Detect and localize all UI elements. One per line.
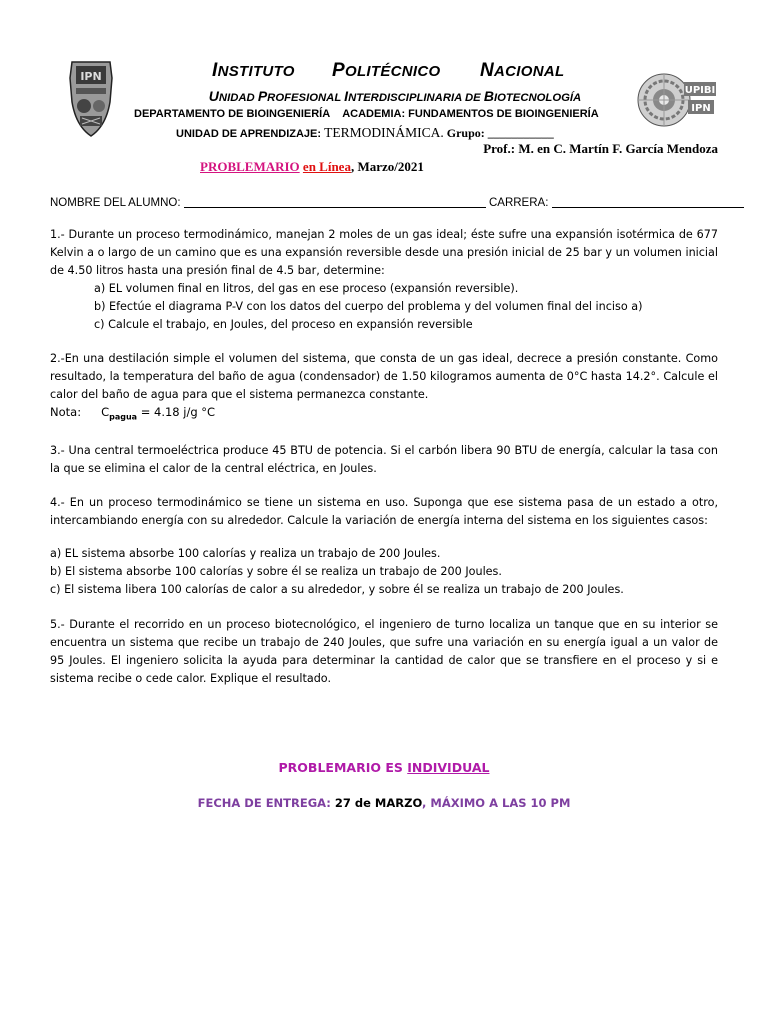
ipn-shield-logo-icon	[66, 58, 116, 140]
problemario-title	[200, 159, 600, 175]
problem-1a: a) EL volumen final en litros, del gas en ese proceso (expansión reversible).	[94, 282, 519, 295]
problem-3: 3.- Una central termoeléctrica produce 45 BTU de potencia. Si el carbón libera 90 BTU de energía, calcular la tasa con la que se elimina el calor de la central eléctrica, en Joules.	[50, 444, 718, 475]
unidad-aprendizaje-line	[176, 125, 616, 141]
entrega-sep: ,	[422, 796, 431, 810]
student-info-line	[50, 196, 720, 209]
upibi-ipn-logo-icon	[636, 70, 716, 130]
problem-1: 1.- Durante un proceso termodinámico, manejan 2 moles de un gas ideal; éste sufre una expansión isotérmica de 677 Kelvin a o largo de un camino que es una expansión reversible desde una presión inicial de 25 bar y un volumen inicial de 4.50 litros hasta una presión final de 4.5 bar, determine:	[50, 228, 718, 277]
carrera-label: CARRERA:	[485, 197, 552, 209]
individual-word: INDIVIDUAL	[407, 760, 490, 775]
entrega-label: FECHA DE ENTREGA:	[197, 796, 335, 810]
inst-word-instituto: INSTITUTO	[212, 60, 295, 81]
individual-notice	[0, 760, 768, 775]
due-date-line	[0, 796, 768, 810]
logo-upibi-text: UPIBI	[684, 85, 716, 96]
ua-value: TERMODINÁMICA.	[324, 125, 444, 140]
entrega-date: 27 de MARZO	[334, 796, 422, 810]
svg-text:IPN: IPN	[80, 70, 102, 83]
en-linea-word: en Línea	[302, 159, 351, 174]
grupo-label: Grupo: ___________	[443, 126, 554, 140]
department-name: DEPARTAMENTO DE BIOINGENIERÍA	[134, 108, 331, 120]
inst-word-nacional: NACIONAL	[480, 60, 565, 81]
inst-word-politecnico: POLITÉCNICO	[332, 60, 441, 81]
carrera-blank	[552, 196, 744, 208]
problemario-date: , Marzo/2021	[350, 159, 424, 174]
problem-1c: c) Calcule el trabajo, en Joules, del proceso en expansión reversible	[94, 318, 473, 331]
nota-sub: pagua	[109, 412, 138, 422]
problem-4b: b) El sistema absorbe 100 calorías y sobre él se realiza un trabajo de 200 Joules.	[50, 565, 502, 578]
nota-c: C	[101, 405, 110, 419]
individual-prefix: PROBLEMARIO ES	[278, 760, 408, 775]
problemario-word: PROBLEMARIO	[200, 159, 300, 174]
nombre-label: NOMBRE DEL ALUMNO:	[50, 197, 184, 209]
nombre-blank	[184, 196, 486, 208]
institute-title	[200, 60, 580, 86]
nota-value: = 4.18 j/g °C	[137, 405, 216, 419]
logo-ipn-text: IPN	[691, 103, 711, 114]
department-line	[134, 108, 654, 120]
entrega-time: MÁXIMO A LAS 10 PM	[430, 796, 571, 810]
academia-name: ACADEMIA: FUNDAMENTOS DE BIOINGENIERÍA	[342, 108, 599, 120]
problem-1b: b) Efectúe el diagrama P-V con los datos del cuerpo del problema y del volumen final del inciso a)	[94, 300, 643, 313]
problem-4a: a) EL sistema absorbe 100 calorías y realiza un trabajo de 200 Joules.	[50, 547, 441, 560]
problem-5: 5.- Durante el recorrido en un proceso biotecnológico, el ingeniero de turno localiza un tanque que en su interior se encuentra un sistema que recibe un trabajo de 240 Joules, que sufre una variación en su energía igual a un valor de 95 Joules. El ingeniero solicita la ayuda para determinar la cantidad de calor que se transfiere en el proceso y si e sistema recibe o cede calor. Explique el resultado.	[50, 618, 718, 685]
professor-line: Prof.: M. en C. Martín F. García Mendoza	[483, 141, 718, 156]
ua-label: UNIDAD DE APRENDIZAJE:	[176, 128, 325, 140]
unidad-title: UNIDAD PROFESIONAL INTERDISCIPLINARIA DE BIOTECNOLOGÍA	[208, 88, 582, 104]
problem-4c: c) El sistema libera 100 calorías de calor a su alrededor, y sobre él se realiza un trabajo de 200 Joules.	[50, 583, 624, 596]
nota-label: Nota:	[50, 405, 82, 419]
problem-4: 4.- En un proceso termodinámico se tiene un sistema en uso. Suponga que ese sistema pasa de un estado a otro, intercambiando energía con su alrededor. Calcule la variación de energía interna del sistema en los siguientes casos:	[50, 496, 718, 527]
problem-2-note	[50, 405, 215, 421]
problem-2: 2.-En una destilación simple el volumen del sistema, que consta de un gas ideal, decrece a presión constante. Como resultado, la temperatura del baño de agua (condensador) de 1.50 kilogramos aumenta de 0°C hasta 14.2°. Calcule el calor del baño de agua para que el sistema permanezca constante.	[50, 352, 718, 401]
